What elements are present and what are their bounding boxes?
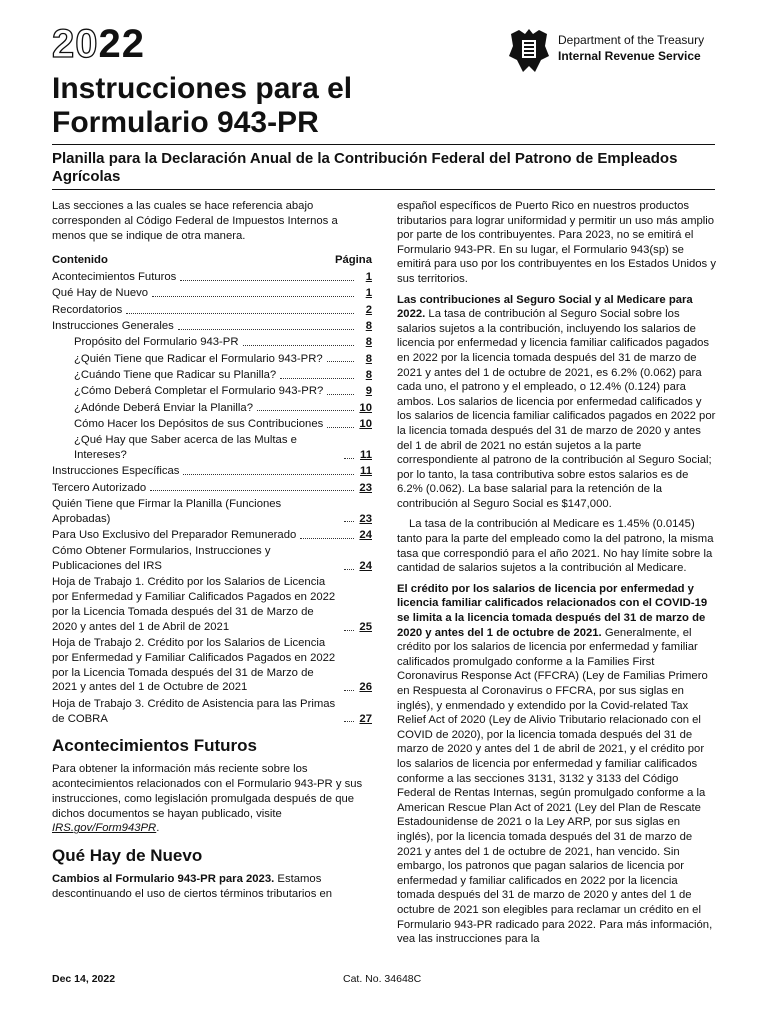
whats-new-body: Estamos descontinuando el uso de ciertos términos tributarios en [52, 873, 333, 901]
title-line-2: Formulario 943-PR [52, 106, 319, 139]
toc-page-link[interactable]: 23 [359, 481, 372, 494]
toc-leader-dots [344, 569, 354, 570]
toc-page-link[interactable]: 10 [359, 401, 372, 414]
toc-leader-dots [183, 474, 354, 475]
toc-page-link[interactable]: 26 [359, 681, 372, 694]
toc-page-link[interactable]: 9 [365, 385, 372, 398]
subtitle: Planilla para la Declaración Anual de la Contribución Federal del Patrono de Empleados Agrícolas [52, 150, 678, 185]
toc-page-link[interactable]: 10 [359, 417, 372, 430]
toc-entry[interactable] [52, 352, 372, 367]
toc-entry[interactable] [52, 697, 372, 727]
whats-new-heading: Qué Hay de Nuevo [52, 846, 203, 866]
toc-entry[interactable] [52, 270, 372, 285]
future-period: . [156, 822, 160, 835]
toc-entry[interactable] [52, 575, 372, 634]
toc-page-link[interactable]: 8 [365, 352, 372, 365]
toc-page-link[interactable]: 8 [365, 368, 372, 381]
toc-entry[interactable] [52, 319, 372, 334]
toc-leader-dots [327, 427, 354, 428]
page-title [52, 72, 352, 140]
toc-page-link[interactable]: 23 [359, 512, 372, 525]
toc-leader-dots [344, 630, 354, 631]
right-column [397, 199, 717, 953]
future-text [52, 762, 372, 836]
toc-heading-contents: Contenido [52, 254, 108, 267]
toc-entry-label: ¿Qué Hay que Saber acerca de las Multas e Intereses? [74, 434, 297, 461]
intro-text: Las secciones a las cuales se hace referencia abajo corresponden al Código Federal de Impuestos Internos a menos que se indique de otra manera. [52, 200, 338, 242]
toc-leader-dots [180, 280, 354, 281]
toc-leader-dots [344, 721, 354, 722]
toc-page-link[interactable]: 27 [359, 712, 372, 725]
col2-paragraph-1: español específicos de Puerto Rico en nuestros productos tributarios para lograr uniformidad y permitir un uso más amplio por parte de los contribuyentes. Para 2023, no se emitirá el Formulario 943-PR. En su lugar, el Formulario 943(sp) se emitirá para uso por los contribuyentes en los Estados Unidos y sus territorios. [397, 200, 716, 285]
toc-leader-dots [344, 458, 354, 459]
toc-entry[interactable] [52, 497, 372, 527]
irs-eagle-logo-icon [505, 26, 553, 76]
toc-entry-label: Recordatorios [52, 303, 123, 316]
toc-page-link[interactable]: 25 [359, 620, 372, 633]
toc-entry-label: Instrucciones Específicas [52, 465, 180, 478]
toc-entry-label: Tercero Autorizado [52, 481, 147, 494]
toc-leader-dots [344, 690, 354, 691]
agency-service: Internal Revenue Service [558, 49, 701, 63]
toc-heading [52, 253, 372, 268]
credit-lead: El crédito por los salarios de licencia por enfermedad y licencia familiar calificados relacionados con el COVID-19 se limita a la licencia tomada después del 31 de marzo de 2020 y antes del 1 de octubre de 2021. [397, 582, 708, 639]
ss-medicare-lead: Las contribuciones al Seguro Social y al Medicare para 2022. [397, 293, 693, 321]
future-body: Para obtener la información más reciente sobre los acontecimientos relacionados con el Formulario 943-PR y sus instrucciones, como legislación promulgada después de que dichos documentos se hayan publicado, visite [52, 763, 363, 820]
toc-entry[interactable] [52, 417, 372, 432]
year-label [52, 22, 145, 66]
credit-body: Generalmente, el crédito por los salarios de licencia por enfermedad y familiar calificados promulgado conforme a la Families First Coronavirus Response Act (FFCRA) (Ley de Familias Primero en Respuesta al Coronavirus o FFCRA, por sus siglas en inglés), y enmendado y extendido por la Covid-related Tax Relief Act of 2020 (Ley de Alivio Tributario relacionado con el COVID de 2020), por la licencia tomada después del 31 de marzo de 2020 y antes del 1 de abril de 2021, y el crédito por los salarios de licencia por enfermedad y familiar calificados conforme a las secciones 3131, 3132 y 3133 del Código Federal de Rentas Internas, según promulgado conforme a la American Rescue Plan Act of 2021 (Ley del Plan de Rescate Estadounidense de 2021 o la Ley ARP, por sus siglas en inglés), por la licencia tomada después del 31 de marzo de 2021 y antes del 1 de octubre de 2021, han vencido. Sin embargo, los patronos que pagan salarios de licencia por enfermedad y familiar calificados en 2022 por la licencia tomada después del 31 de marzo de 2020 y antes del 1 de octubre de 2021 son elegibles para reclamar un crédito en el Formulario 943-PR radicado para 2022. Para más información, vea las instrucciones para la [397, 626, 713, 946]
toc-page-link[interactable]: 24 [359, 528, 372, 541]
toc-page-link[interactable]: 24 [359, 560, 372, 573]
toc-heading-page: Página [334, 254, 372, 267]
toc-leader-dots [126, 313, 354, 314]
toc-entry[interactable] [52, 636, 372, 695]
toc-leader-dots [152, 296, 354, 297]
toc-page-link[interactable]: 11 [360, 465, 372, 478]
col2-paragraph-2 [397, 293, 717, 512]
toc-page-link[interactable]: 2 [365, 303, 372, 316]
toc-page-link[interactable]: 1 [365, 287, 372, 300]
toc-leader-dots [344, 521, 354, 522]
toc-leader-dots [178, 329, 354, 330]
toc-entry-label: Acontecimientos Futuros [52, 271, 177, 284]
form943pr-link[interactable]: IRS.gov/Form943PR [52, 822, 157, 835]
toc-entry-label: Hoja de Trabajo 3. Crédito de Asistencia para las Primas de COBRA [52, 697, 336, 725]
toc-entry[interactable] [52, 303, 372, 318]
toc-page-link[interactable]: 11 [360, 448, 372, 461]
year-outline: 20 [52, 22, 99, 66]
col2-paragraph-3: La tasa de la contribución al Medicare es 1.45% (0.0145) tanto para la parte del empleado como la del patrono, la misma tasa que correspondió para el año 2021. No hay límite sobre la cantidad de salarios sujetos a la contribución al Medicare. [397, 518, 714, 575]
year-solid: 22 [98, 22, 145, 66]
toc-entry-label: Hoja de Trabajo 2. Crédito por los Salarios de Licencia por Enfermedad y Familiar Calificados Pagados en 2022 por la Licencia Tomada después del 31 de Marzo de 2021 y antes del 1 de Octubre de 2021 [52, 637, 336, 694]
toc-entry-label: Cómo Obtener Formularios, Instrucciones y Publicaciones del IRS [52, 545, 271, 573]
toc-leader-dots [257, 410, 354, 411]
toc-page-link[interactable]: 8 [365, 320, 372, 333]
toc-entry[interactable] [52, 528, 372, 543]
footer-cat-no: Cat. No. 34648C [343, 973, 422, 985]
toc-entry-label: Qué Hay de Nuevo [52, 287, 149, 300]
subtitle-divider [52, 189, 715, 190]
toc-entry[interactable] [52, 433, 372, 463]
toc-entry-label: ¿Cuándo Tiene que Radicar su Planilla? [74, 368, 277, 381]
toc-entry[interactable] [52, 544, 372, 574]
toc-entry[interactable] [52, 384, 372, 399]
footer-date: Dec 14, 2022 [52, 973, 116, 985]
toc-entry-label: ¿Adónde Deberá Enviar la Planilla? [74, 401, 253, 414]
whats-new-text [52, 872, 372, 902]
toc-entry-label: ¿Cómo Deberá Completar el Formulario 943-PR? [74, 385, 324, 398]
toc-entry[interactable] [52, 368, 372, 383]
toc-page-link[interactable]: 1 [365, 271, 372, 284]
toc-entry[interactable] [52, 286, 372, 301]
future-heading: Acontecimientos Futuros [52, 736, 257, 756]
toc-entry[interactable] [52, 481, 372, 496]
left-column [52, 199, 372, 908]
toc-page-link[interactable]: 8 [365, 336, 372, 349]
agency-block [558, 32, 704, 64]
toc-entry-label: Para Uso Exclusivo del Preparador Remunerado [52, 528, 297, 541]
toc-leader-dots [327, 394, 354, 395]
toc-entry-label: Propósito del Formulario 943-PR [74, 336, 239, 349]
toc-entry-label: Instrucciones Generales [52, 320, 174, 333]
toc-entry[interactable] [52, 401, 372, 416]
toc-entry[interactable] [52, 335, 372, 350]
toc-entry[interactable] [52, 464, 372, 479]
table-of-contents [52, 270, 372, 726]
header-divider [52, 144, 715, 145]
ss-medicare-body: La tasa de contribución al Seguro Social sobre los salarios sujetos a la contribución, incluyendo los salarios de licencia por enfermedad y licencia familiar calificados pagados en 2022 por la licencia tomada después del 31 de marzo de 2021 y antes del 1 de octubre de 2021, es 6.2% (0.062) para cada uno, el patrono y el empleado, o 12.4% (0.124) para ambos. Los salarios de licencia por enfermedad calificados y los salarios de licencia familiar calificados pagados en 2022 por la licencia tomada después del 31 de marzo de 2020 y antes del 1 de abril de 2021 no están sujetos a la parte correspondiente al patrono de la contribución al Seguro Social; por lo tanto, la tasa contributiva sobre estos salarios es de 6.2% (0.062). La base salarial para la retención de la contribución al Seguro Social es $147,000. [397, 308, 716, 510]
toc-leader-dots [300, 538, 354, 539]
whats-new-lead: Cambios al Formulario 943-PR para 2023. [52, 873, 275, 886]
title-line-1: Instrucciones para el [52, 72, 353, 105]
col2-paragraph-4 [397, 582, 717, 947]
toc-entry-label: ¿Quién Tiene que Radicar el Formulario 943-PR? [74, 352, 323, 365]
toc-leader-dots [327, 361, 354, 362]
agency-department: Department of the Treasury [558, 33, 705, 47]
toc-entry-label: Quién Tiene que Firmar la Planilla (Funciones Aprobadas) [52, 497, 282, 525]
toc-leader-dots [150, 490, 354, 491]
toc-entry-label: Hoja de Trabajo 1. Crédito por los Salarios de Licencia por Enfermedad y Familiar Calificados Pagados en 2022 por la Licencia Tomada después del 31 de Marzo de 2020 y antes del 1 de Abril de 2021 [52, 576, 336, 633]
toc-entry-label: Cómo Hacer los Depósitos de sus Contribuciones [74, 417, 324, 430]
toc-leader-dots [243, 345, 354, 346]
toc-leader-dots [280, 378, 354, 379]
